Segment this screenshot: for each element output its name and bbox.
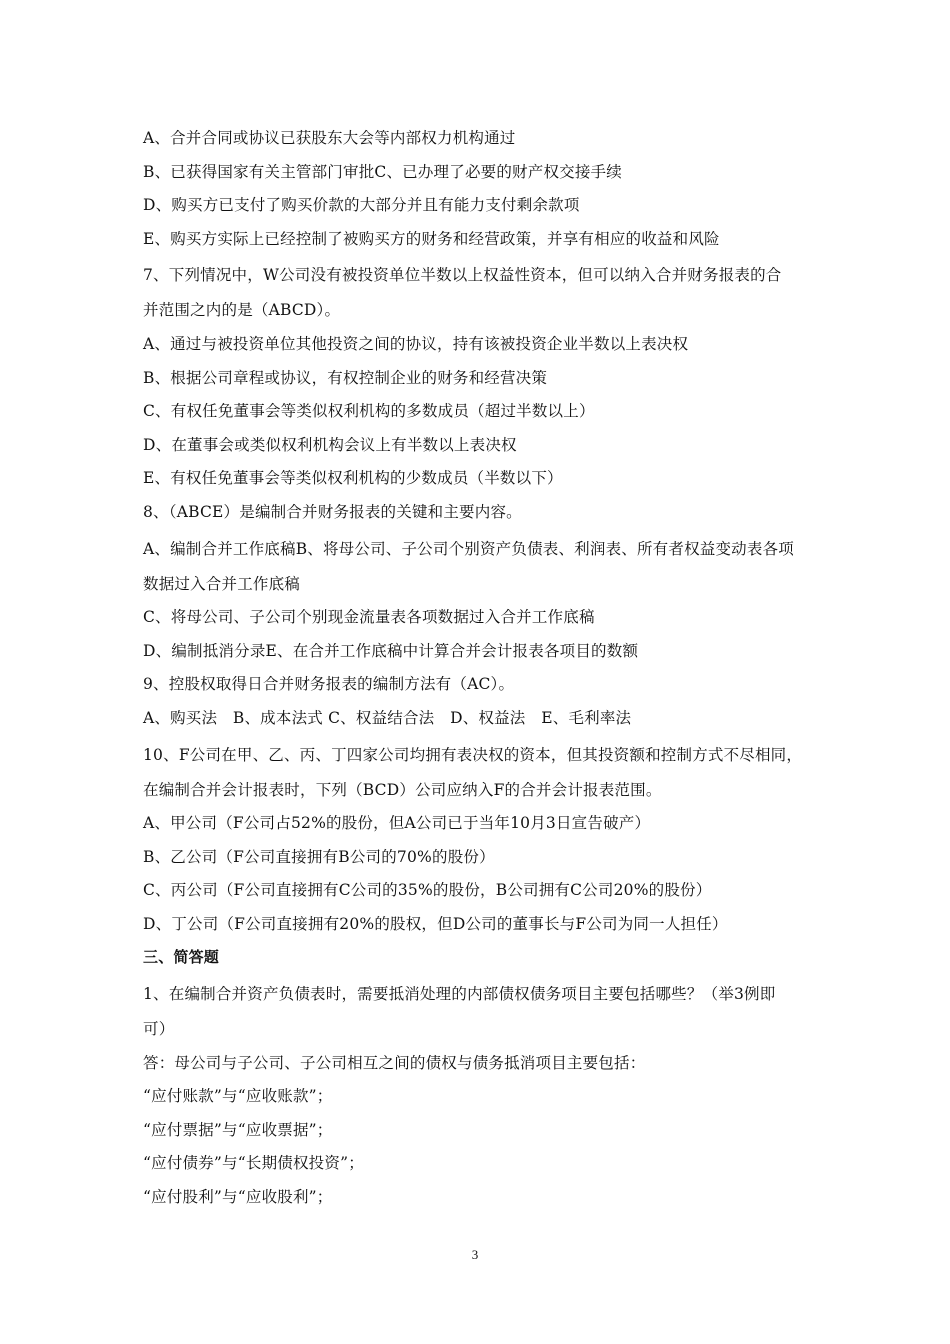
answer-line: “应付账款”与“应收账款”； — [143, 1087, 333, 1106]
answer-line: “应付股利”与“应收股利”； — [143, 1188, 333, 1207]
question-8-option-line-2: 数据过入合并工作底稿 — [143, 574, 301, 593]
text-line: E、有权任免董事会等类似权利机构的少数成员（半数以下） — [143, 469, 563, 488]
answer-line: “应付票据”与“应收票据”； — [143, 1120, 333, 1139]
text-line: A、合并合同或协议已获股东大会等内部权力机构通过 — [143, 129, 516, 147]
text-line: A、甲公司（F公司占52%的股份，但A公司已于当年10月3日宣告破产） — [143, 814, 651, 833]
question-9: 9、控股权取得日合并财务报表的编制方法有（AC）。 — [143, 675, 515, 694]
answer-line: “应付债券”与“长期债权投资”； — [143, 1154, 364, 1173]
text-line: B、根据公司章程或协议，有权控制企业的财务和经营决策 — [143, 368, 548, 387]
section-heading: 三、简答题 — [143, 948, 220, 967]
text-line: C、有权任免董事会等类似权利机构的多数成员（超过半数以上） — [143, 402, 595, 421]
question-8: 8、（ABCE）是编制合并财务报表的关键和主要内容。 — [143, 502, 522, 521]
question-10-line-1: 10、F公司在甲、乙、丙、丁四家公司均拥有表决权的资本，但其投资额和控制方式不尽相同， — [143, 745, 803, 764]
text-line: B、已获得国家有关主管部门审批C、已办理了必要的财产权交接手续 — [143, 162, 622, 181]
text-line: E、购买方实际上已经控制了被购买方的财务和经营政策，并享有相应的收益和风险 — [143, 229, 720, 248]
text-line: B、乙公司（F公司直接拥有B公司的70%的股份） — [143, 847, 495, 866]
question-7-line-2: 并范围之内的是（ABCD）。 — [143, 301, 341, 320]
page-number: 3 — [471, 1247, 479, 1262]
question-8-option-line-1: A、编制合并工作底稿B、将母公司、子公司个别资产负债表、利润表、所有者权益变动表各项 — [143, 539, 794, 558]
short-answer-question-line-1: 1、在编制合并资产负债表时，需要抵消处理的内部债权债务项目主要包括哪些？（举3例即 — [143, 985, 776, 1004]
question-10-line-2: 在编制合并会计报表时，下列（BCD）公司应纳入F的合并会计报表范围。 — [143, 780, 662, 799]
text-line: D、丁公司（F公司直接拥有20%的股权，但D公司的董事长与F公司为同一人担任） — [143, 914, 728, 933]
text-line: D、购买方已支付了购买价款的大部分并且有能力支付剩余款项 — [143, 196, 580, 215]
text-line: D、在董事会或类似权利机构会议上有半数以上表决权 — [143, 435, 517, 454]
text-line: C、将母公司、子公司个别现金流量表各项数据过入合并工作底稿 — [143, 608, 595, 627]
answer-line: 答：母公司与子公司、子公司相互之间的债权与债务抵消项目主要包括： — [143, 1053, 646, 1072]
text-line: A、通过与被投资单位其他投资之间的协议，持有该被投资企业半数以上表决权 — [143, 334, 689, 353]
text-line: C、丙公司（F公司直接拥有C公司的35%的股份，B公司拥有C公司20%的股份） — [143, 881, 712, 900]
document-body — [143, 122, 813, 1215]
question-7-line-1: 7、下列情况中，W公司没有被投资单位半数以上权益性资本，但可以纳入合并财务报表的合 — [143, 266, 782, 285]
text-line: A、购买法 B、成本法式 C、权益结合法 D、权益法 E、毛利率法 — [143, 708, 632, 727]
short-answer-question-line-2: 可） — [143, 1020, 175, 1039]
text-line: D、编制抵消分录E、在合并工作底稿中计算合并会计报表各项目的数额 — [143, 641, 639, 660]
